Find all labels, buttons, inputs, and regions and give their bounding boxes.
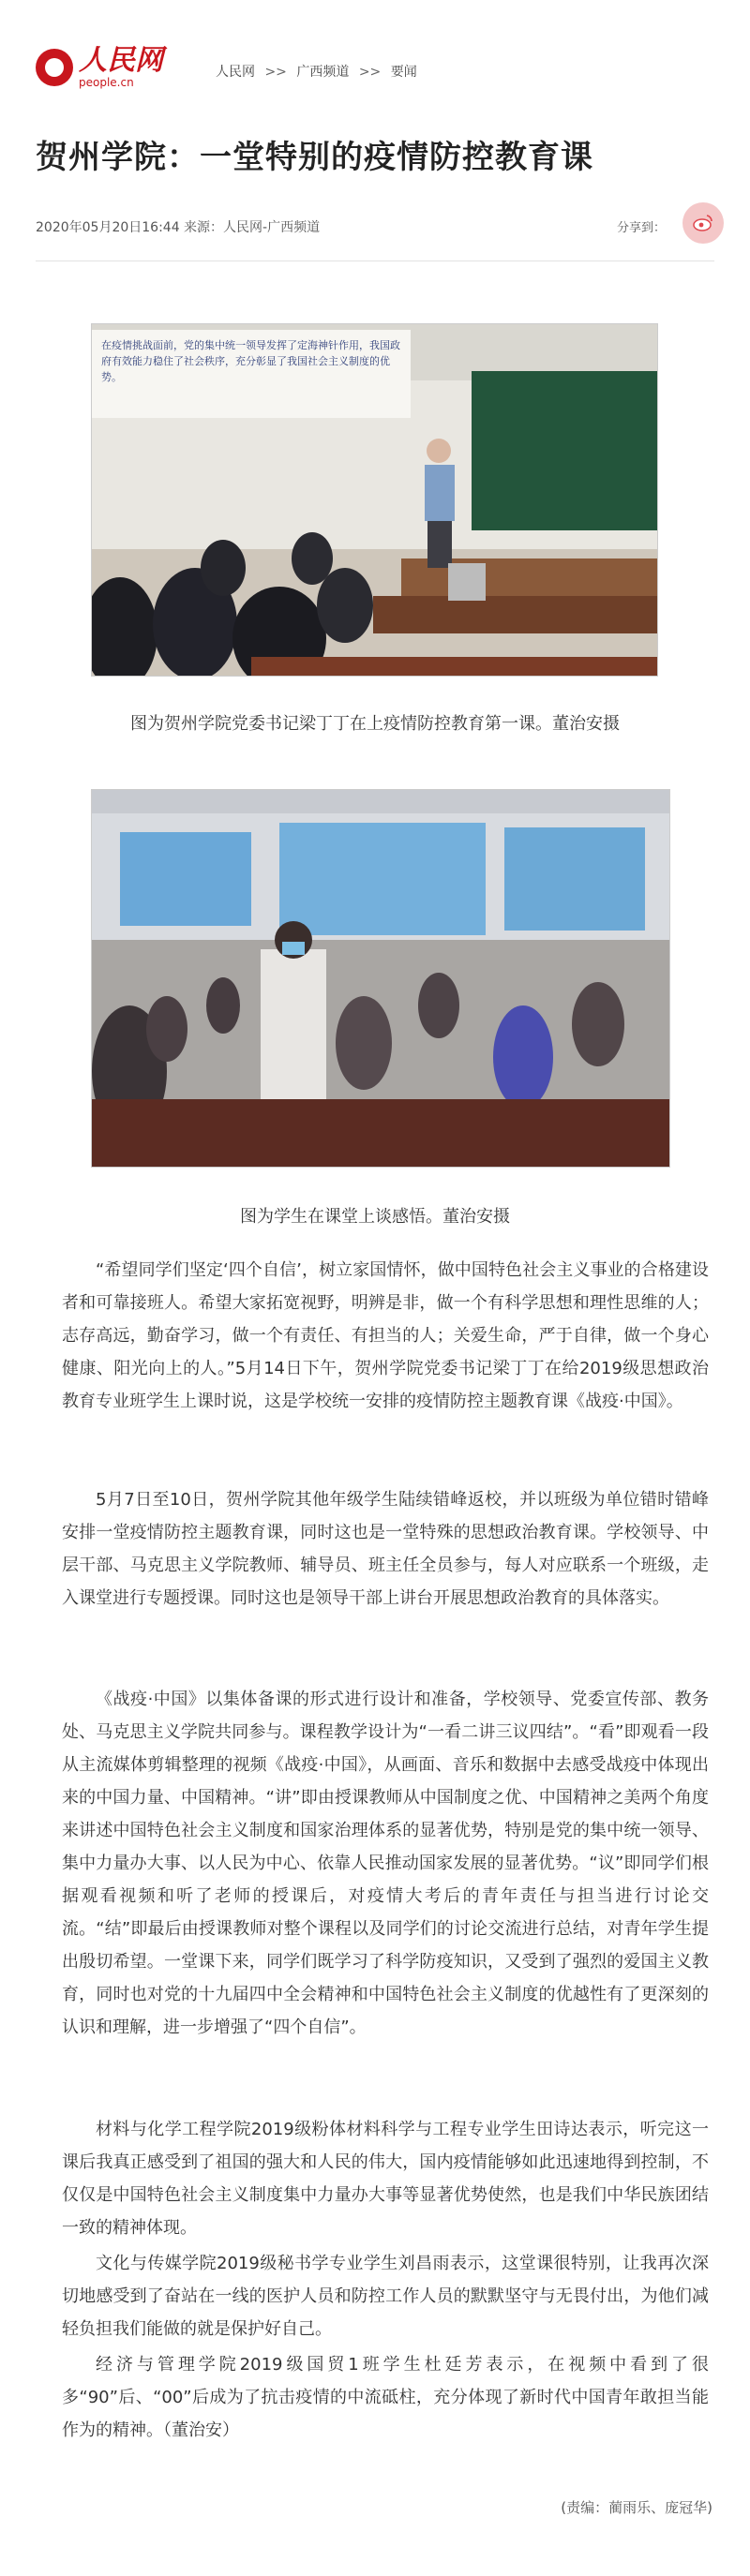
students-photo-illustration xyxy=(92,790,669,1167)
share-label: 分享到： xyxy=(616,221,666,235)
people-logo-icon xyxy=(36,49,73,86)
editor-credit: (责编：蔺雨乐、庞冠华) xyxy=(561,2499,712,2516)
article-paragraph: 《战疫·中国》以集体备课的形式进行设计和准备，学校领导、党委宣传部、教务处、马克思主义学院共同参与。课程教学设计为“一看二讲三议四结”。“看”即观看一段从主流媒体剪辑整理的视频《战疫·中国》，从画面、音乐和数据中去感受战疫中体现出来的中国力量、中国精神。“讲”即由授课教师从中国制度之优、中国精神之美两个角度来讲述中国特色社会主义制度和国家治理体系的显著优势，特别是党的集中统一领导、集中力量办大事、以人民为中心、依靠人民推动国家发展的显著优势。“议”即同学们根据观看视频和听了老师的授课后，对疫情大考后的青年责任与担当进行讨论交流。“结”即最后由授课教师对整个课程以及同学们的讨论交流进行总结，对青年学生提出殷切希望。一堂课下来，同学们既学习了科学防疫知识，又受到了强烈的爱国主义教育，同时也对党的十九届四中全会精神和中国特色社会主义制度的优越性有了更深刻的认识和理解，进一步增强了“四个自信”。 xyxy=(62,1690,710,2037)
weibo-icon xyxy=(691,211,715,235)
logo-text-cn: 人民网 xyxy=(79,44,163,77)
breadcrumb xyxy=(216,62,423,81)
photo-students xyxy=(91,789,670,1168)
slide-text: 在疫情挑战面前，党的集中统一领导发挥了定海神针作用，我国政府有效能力稳住了社会秩序，充分彰显了我国社会主义制度的优势。 xyxy=(92,330,411,418)
photo-lecture xyxy=(91,323,658,677)
article-paragraph: “希望同学们坚定‘四个自信’，树立家国情怀，做中国特色社会主义事业的合格建设者和可靠接班人。希望大家拓宽视野，明辨是非，做一个有科学思想和理性思维的人；志存高远，勤奋学习，做一个有责任、有担当的人；关爱生命，严于自律，做一个身心健康、阳光向上的人。”5月14日下午，贺州学院党委书记梁丁丁在给2019级思想政治教育专业班学生上课时说，这是学校统一安排的疫情防控主题教育课《战疫·中国》。 xyxy=(62,1260,709,1411)
breadcrumb-home[interactable]: 人民网 xyxy=(216,65,255,80)
breadcrumb-section[interactable]: 要闻 xyxy=(390,65,417,80)
article-meta: 2020年05月20日16:44 来源：人民网-广西频道 xyxy=(36,220,321,235)
article-paragraph: 材料与化学工程学院2019级粉体材料科学与工程专业学生田诗达表示，听完这一课后我真正感受到了祖国的强大和人民的伟大，国内疫情能够如此迅速地得到控制，不仅仅是中国特色社会主义制度集中力量办大事等显著优势使然，也是我们中华民族团结一致的精神体现。 xyxy=(62,2120,709,2238)
breadcrumb-separator: >> xyxy=(264,65,287,80)
article-paragraph: 5月7日至10日，贺州学院其他年级学生陆续错峰返校，并以班级为单位错时错峰安排一堂疫情防控主题教育课，同时这也是一堂特殊的思想政治教育课。学校领导、中层干部、马克思主义学院教师、辅导员、班主任全员参与，每人对应联系一个班级，走入课堂进行专题授课。同时这也是领导干部上讲台开展思想政治教育的具体落实。 xyxy=(62,1490,709,1608)
photo-caption: 图为贺州学院党委书记梁丁丁在上疫情防控教育第一课。董治安摄 xyxy=(130,714,620,734)
article-title: 贺州学院：一堂特别的疫情防控教育课 xyxy=(36,139,593,176)
weibo-share-button[interactable] xyxy=(682,202,724,244)
article-paragraph: 文化与传媒学院2019级秘书学专业学生刘昌雨表示，这堂课很特别，让我再次深切地感受到了奋站在一线的医护人员和防控工作人员的默默坚守与无畏付出，为他们减轻负担我们能做的就是保护好自己。 xyxy=(62,2254,709,2339)
photo-caption: 图为学生在课堂上谈感悟。董治安摄 xyxy=(240,1207,510,1227)
breadcrumb-separator: >> xyxy=(358,65,382,80)
site-header xyxy=(0,0,750,141)
logo-text-en: people.cn xyxy=(79,76,134,89)
article-paragraph: 经济与管理学院2019级国贸1班学生杜廷芳表示，在视频中看到了很多“90”后、“00”后成为了抗击疫情的中流砥柱，充分体现了新时代中国青年敢担当能作为的精神。（董治安） xyxy=(62,2355,709,2440)
site-logo[interactable] xyxy=(36,44,163,89)
breadcrumb-channel[interactable]: 广西频道 xyxy=(296,65,350,80)
